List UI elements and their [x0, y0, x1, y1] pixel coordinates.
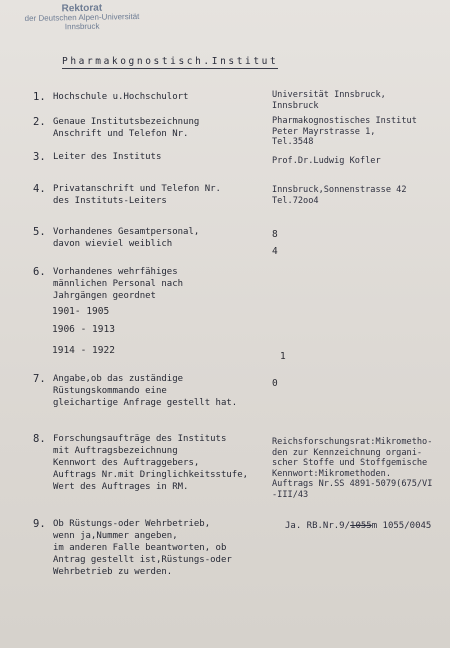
item-label: Forschungsaufträge des Instituts mit Auftragsbezeichnung Kennwort des Auftraggebers, Auftrags Nr.mit Dringlichkeitsstufe, Wert des Auftrages in RM.: [53, 434, 249, 492]
item-label: Vorhandenes wehrfähiges männlichen Personal nach Jahrgängen geordnet: [53, 267, 184, 301]
item-number: 5.: [33, 226, 46, 238]
answer-9-prefix: Ja. RB.Nr.9/: [285, 521, 351, 531]
institution-stamp: [2, 3, 162, 33]
answer-3: Prof.Dr.Ludwig Kofler: [272, 156, 381, 166]
item-label: Privatanschrift und Telefon Nr. des Instituts-Leiters: [53, 184, 221, 206]
answer-9: [285, 521, 431, 532]
item-number: 2.: [33, 116, 46, 128]
year-range-2: 1906 - 1913: [52, 324, 115, 335]
stamp-line-2: der Deutschen Alpen-Universität: [24, 11, 140, 24]
item-number: 6.: [33, 266, 46, 278]
answer-9-struck: 1055: [350, 521, 372, 531]
document-title: Pharmakognostisch.Institut: [62, 56, 279, 67]
item-number: 1.: [33, 91, 46, 103]
year-range-3: 1914 - 1922: [52, 345, 115, 356]
item-number: 9.: [33, 518, 46, 530]
item-label: Ob Rüstungs-oder Wehrbetrieb, wenn ja,Nummer angeben, im anderen Falle beantworten, ob Antrag gestellt ist,Rüstungs-oder Wehrbetrieb zu werden.: [53, 519, 232, 577]
item-number: 8.: [33, 433, 46, 445]
answer-5-female: 4: [272, 246, 278, 257]
answer-1: Universität Innsbruck, Innsbruck: [272, 90, 386, 111]
answer-8: Reichsforschungsrat:Mikrometho- den zur Kennzeichnung organi- scher Stoffe und Stoffgemische Kennwort:Mikromethoden. Auftrags Nr.SS 4891-5079(675/VI -III/43: [272, 437, 433, 500]
answer-9-suffix: m 1055/0045: [371, 521, 432, 531]
item-number: 7.: [33, 373, 46, 385]
item-label: Hochschule u.Hochschulort: [53, 92, 189, 102]
answer-7: 0: [272, 378, 278, 389]
item-label: Angabe,ob das zuständige Rüstungskommando eine gleichartige Anfrage gestellt hat.: [53, 374, 238, 408]
answer-6-count: 1: [280, 351, 286, 362]
item-label: Vorhandenes Gesamtpersonal, davon wieviel weiblich: [53, 227, 200, 249]
item-label: Genaue Institutsbezeichnung Anschrift und Telefon Nr.: [53, 117, 200, 139]
year-range-1: 1901- 1905: [52, 306, 110, 317]
item-label: Leiter des Instituts: [53, 152, 162, 162]
answer-2: Pharmakognostisches Institut Peter Mayrstrasse 1, Tel.3548: [272, 116, 417, 147]
stamp-line-3: Innsbruck: [64, 21, 100, 32]
answer-5-total: 8: [272, 229, 278, 240]
item-number: 4.: [33, 183, 46, 195]
answer-4: Innsbruck,Sonnenstrasse 42 Tel.72oo4: [272, 185, 407, 206]
stamp-line-1: Rektorat: [61, 2, 103, 15]
item-number: 3.: [33, 151, 46, 163]
